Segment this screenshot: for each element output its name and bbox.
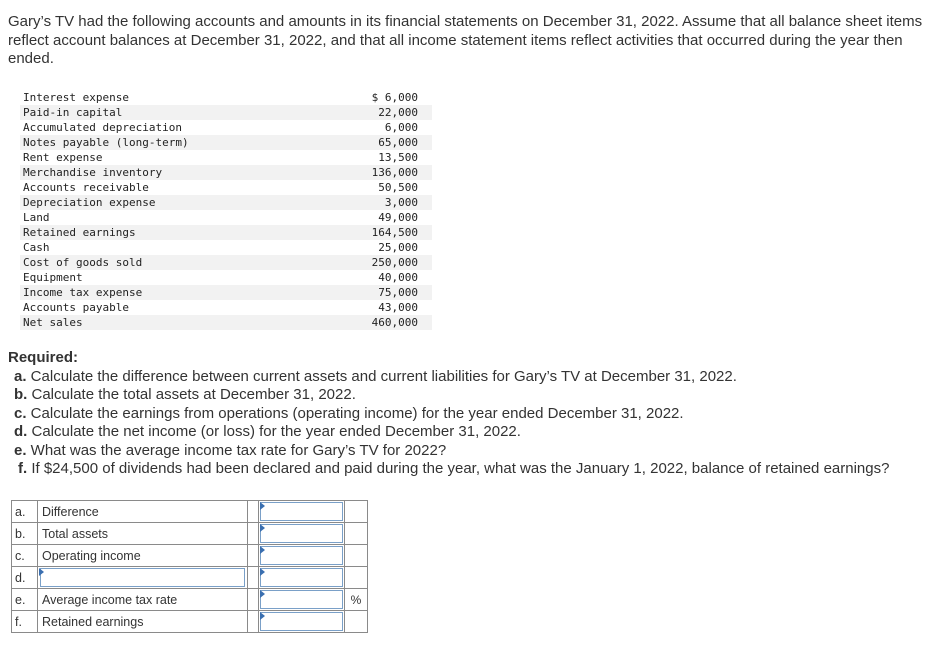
table-row xyxy=(20,240,432,255)
answer-row-d xyxy=(12,567,368,589)
question-d xyxy=(8,423,938,442)
difference-input[interactable] xyxy=(259,501,345,523)
total-assets-input[interactable] xyxy=(259,523,345,545)
answer-label: Difference xyxy=(38,501,248,523)
question-letter: f. xyxy=(18,460,28,477)
account-amount: 75,000 xyxy=(351,285,432,300)
account-amount: 22,000 xyxy=(351,105,432,120)
table-row xyxy=(20,225,432,240)
dropdown-marker-icon xyxy=(39,568,44,576)
account-name: Merchandise inventory xyxy=(20,165,351,180)
table-row xyxy=(20,255,432,270)
table-row xyxy=(20,210,432,225)
tax-rate-input[interactable] xyxy=(259,589,345,611)
input-marker-icon xyxy=(260,502,265,510)
spacer xyxy=(248,567,259,589)
question-text: What was the average income tax rate for Gary’s TV for 2022? xyxy=(26,441,447,459)
table-row xyxy=(20,285,432,300)
answer-label: Average income tax rate xyxy=(38,589,248,611)
required-section xyxy=(8,349,938,479)
operating-income-input[interactable] xyxy=(259,545,345,567)
table-row xyxy=(20,180,432,195)
net-income-input[interactable] xyxy=(259,567,345,589)
answer-field[interactable] xyxy=(260,546,343,565)
answer-field[interactable] xyxy=(260,568,343,587)
question-e xyxy=(8,442,938,461)
input-marker-icon xyxy=(260,568,265,576)
answer-label: Total assets xyxy=(38,523,248,545)
account-amount: 6,000 xyxy=(384,121,418,134)
table-row xyxy=(20,195,432,210)
answer-letter: d. xyxy=(12,567,38,589)
answer-unit xyxy=(345,523,368,545)
table-row xyxy=(20,90,432,105)
answer-field[interactable] xyxy=(260,612,343,631)
spacer xyxy=(248,611,259,633)
answer-letter: b. xyxy=(12,523,38,545)
account-amount: 136,000 xyxy=(351,165,432,180)
answer-unit xyxy=(345,611,368,633)
table-row xyxy=(20,150,432,165)
account-name: Cost of goods sold xyxy=(20,255,351,270)
account-amount: 3,000 xyxy=(351,195,432,210)
account-name: Income tax expense xyxy=(20,285,351,300)
table-row xyxy=(20,270,432,285)
answer-unit xyxy=(345,501,368,523)
answer-row-c xyxy=(12,545,368,567)
account-amount: 50,500 xyxy=(378,181,418,194)
input-marker-icon xyxy=(260,590,265,598)
question-letter: b. xyxy=(14,386,28,403)
table-row xyxy=(20,315,432,330)
answer-row-f xyxy=(12,611,368,633)
spacer xyxy=(248,501,259,523)
answer-row-e xyxy=(12,589,368,611)
answer-row-a xyxy=(12,501,368,523)
answer-letter: c. xyxy=(12,545,38,567)
answer-unit xyxy=(345,545,368,567)
question-letter: d. xyxy=(14,423,28,440)
account-name: Land xyxy=(23,211,50,224)
question-text: If $24,500 of dividends had been declared and paid during the year, what was the January 1, 2022, balance of retained earnings? xyxy=(27,460,890,477)
answer-label: Operating income xyxy=(38,545,248,567)
spacer xyxy=(248,545,259,567)
answer-unit xyxy=(345,567,368,589)
accounts-table xyxy=(20,90,432,330)
account-amount: 43,000 xyxy=(378,301,418,314)
table-row xyxy=(20,120,432,135)
account-amount: 13,500 xyxy=(378,151,418,164)
account-amount: $ 6,000 xyxy=(371,91,418,104)
account-name: Notes payable (long-term) xyxy=(20,135,351,150)
question-text: Calculate the earnings from operations (operating income) for the year ended December 31, 2022. xyxy=(26,404,684,422)
answer-field[interactable] xyxy=(260,502,343,521)
answer-letter: e. xyxy=(12,589,38,611)
account-amount: 65,000 xyxy=(351,135,432,150)
question-letter: c. xyxy=(14,404,27,422)
account-amount: 49,000 xyxy=(378,211,418,224)
question-letter: e. xyxy=(14,441,27,459)
table-row xyxy=(20,165,432,180)
account-name: Paid-in capital xyxy=(20,105,351,120)
percent-unit: % xyxy=(345,589,368,611)
account-amount: 250,000 xyxy=(351,255,432,270)
question-letter: a. xyxy=(14,367,27,385)
account-name: Accounts payable xyxy=(23,301,129,314)
retained-earnings-input[interactable] xyxy=(259,611,345,633)
question-a xyxy=(8,368,938,387)
question-c xyxy=(8,405,938,424)
answer-row-b xyxy=(12,523,368,545)
account-name: Depreciation expense xyxy=(20,195,351,210)
problem-intro: Gary’s TV had the following accounts and amounts in its financial statements on December 31, 2022. Assume that all balance sheet items reflect account balances at December 31, 2022, and that all income statement items reflect activities that occurred during the year then ended. xyxy=(8,13,923,67)
question-f xyxy=(8,460,938,479)
answer-field[interactable] xyxy=(260,590,343,609)
account-name: Cash xyxy=(23,241,50,254)
account-name: Interest expense xyxy=(23,91,129,104)
input-marker-icon xyxy=(260,524,265,532)
spacer xyxy=(248,589,259,611)
account-amount: 164,500 xyxy=(351,225,432,240)
account-name: Net sales xyxy=(20,315,351,330)
input-marker-icon xyxy=(260,612,265,620)
required-title: Required: xyxy=(8,349,79,366)
account-amount: 460,000 xyxy=(351,315,432,330)
account-name: Accounts receivable xyxy=(23,181,149,194)
question-text: Calculate the net income (or loss) for the year ended December 31, 2022. xyxy=(27,423,521,440)
answer-label: Retained earnings xyxy=(38,611,248,633)
net-income-label-select[interactable] xyxy=(38,567,248,589)
label-dropdown[interactable] xyxy=(40,568,245,587)
answer-field[interactable] xyxy=(260,524,343,543)
account-amount: 25,000 xyxy=(378,241,418,254)
account-name: Accumulated depreciation xyxy=(23,121,182,134)
account-name: Equipment xyxy=(23,271,83,284)
answer-letter: a. xyxy=(12,501,38,523)
input-marker-icon xyxy=(260,546,265,554)
question-text: Calculate the difference between current assets and current liabilities for Gary’s TV at December 31, 2022. xyxy=(26,367,737,385)
answer-letter: f. xyxy=(12,611,38,633)
question-b xyxy=(8,386,938,405)
question-text: Calculate the total assets at December 31, 2022. xyxy=(27,386,356,403)
spacer xyxy=(248,523,259,545)
account-name: Retained earnings xyxy=(20,225,351,240)
answer-table xyxy=(11,500,368,633)
table-row xyxy=(20,135,432,150)
account-amount: 40,000 xyxy=(378,271,418,284)
account-name: Rent expense xyxy=(23,151,103,164)
table-row xyxy=(20,105,432,120)
table-row xyxy=(20,300,432,315)
